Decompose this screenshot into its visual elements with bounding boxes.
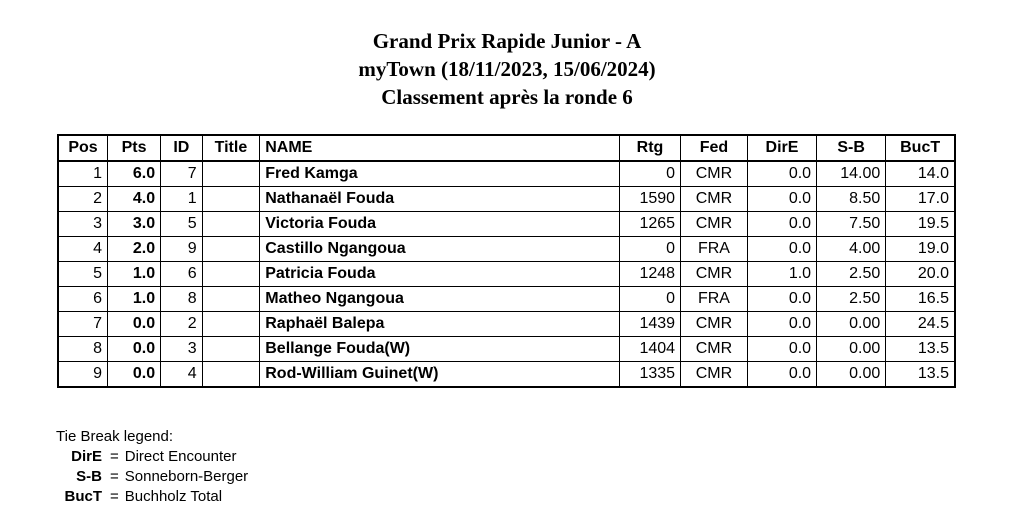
cell-name: Rod-William Guinet(W): [260, 362, 620, 388]
column-header-id: ID: [161, 135, 203, 161]
cell-sb: 0.00: [817, 362, 886, 388]
cell-title: [202, 237, 260, 262]
table-row: [58, 237, 955, 262]
cell-id: 5: [161, 212, 203, 237]
cell-name: Fred Kamga: [260, 161, 620, 187]
cell-pos: 4: [58, 237, 108, 262]
cell-sb: 2.50: [817, 287, 886, 312]
cell-pos: 8: [58, 337, 108, 362]
cell-name: Raphaël Balepa: [260, 312, 620, 337]
cell-sb: 0.00: [817, 312, 886, 337]
cell-pos: 9: [58, 362, 108, 388]
legend-description: Buchholz Total: [124, 488, 223, 505]
cell-buct: 14.0: [886, 161, 955, 187]
cell-id: 4: [161, 362, 203, 388]
cell-title: [202, 161, 260, 187]
cell-rtg: 1248: [619, 262, 680, 287]
legend-key: DirE: [71, 448, 102, 465]
cell-pos: 3: [58, 212, 108, 237]
cell-dire: 0.0: [747, 362, 816, 388]
cell-pos: 7: [58, 312, 108, 337]
cell-pos: 2: [58, 187, 108, 212]
legend-description: Sonneborn-Berger: [124, 468, 249, 485]
cell-fed: CMR: [681, 312, 748, 337]
cell-id: 6: [161, 262, 203, 287]
column-header-rtg: Rtg: [619, 135, 680, 161]
cell-id: 3: [161, 337, 203, 362]
cell-buct: 13.5: [886, 337, 955, 362]
cell-pts: 0.0: [108, 312, 161, 337]
legend-key: S-B: [76, 468, 102, 485]
cell-title: [202, 262, 260, 287]
cell-dire: 0.0: [747, 237, 816, 262]
column-header-fed: Fed: [681, 135, 748, 161]
legend-equals: =: [110, 448, 119, 465]
cell-dire: 1.0: [747, 262, 816, 287]
legend-equals: =: [110, 468, 119, 485]
cell-pos: 6: [58, 287, 108, 312]
table-row: [58, 262, 955, 287]
column-header-sb: S-B: [817, 135, 886, 161]
cell-title: [202, 287, 260, 312]
cell-id: 8: [161, 287, 203, 312]
cell-title: [202, 362, 260, 388]
cell-buct: 19.0: [886, 237, 955, 262]
cell-name: Bellange Fouda(W): [260, 337, 620, 362]
cell-name: Patricia Fouda: [260, 262, 620, 287]
column-header-pos: Pos: [58, 135, 108, 161]
cell-pts: 6.0: [108, 161, 161, 187]
legend-equals: =: [110, 488, 119, 505]
cell-rtg: 0: [619, 237, 680, 262]
cell-sb: 2.50: [817, 262, 886, 287]
cell-buct: 13.5: [886, 362, 955, 388]
legend-item: [56, 487, 248, 507]
cell-dire: 0.0: [747, 337, 816, 362]
cell-rtg: 1265: [619, 212, 680, 237]
cell-pts: 4.0: [108, 187, 161, 212]
cell-sb: 8.50: [817, 187, 886, 212]
cell-pos: 5: [58, 262, 108, 287]
cell-fed: CMR: [681, 187, 748, 212]
cell-pts: 1.0: [108, 287, 161, 312]
column-header-pts: Pts: [108, 135, 161, 161]
legend-item: [56, 467, 248, 487]
table-row: [58, 161, 955, 187]
cell-title: [202, 337, 260, 362]
tournament-location-dates: myTown (18/11/2023, 15/06/2024): [358, 57, 656, 81]
table-row: [58, 287, 955, 312]
cell-title: [202, 312, 260, 337]
cell-fed: FRA: [681, 287, 748, 312]
cell-id: 1: [161, 187, 203, 212]
standings-table: [57, 134, 956, 388]
cell-title: [202, 212, 260, 237]
cell-fed: CMR: [681, 262, 748, 287]
cell-fed: CMR: [681, 362, 748, 388]
cell-title: [202, 187, 260, 212]
column-header-dire: DirE: [747, 135, 816, 161]
cell-buct: 24.5: [886, 312, 955, 337]
legend-key: BucT: [64, 488, 102, 505]
table-header-row: [58, 135, 955, 161]
cell-fed: CMR: [681, 337, 748, 362]
cell-id: 7: [161, 161, 203, 187]
column-header-name: NAME: [260, 135, 620, 161]
cell-dire: 0.0: [747, 312, 816, 337]
cell-rtg: 1590: [619, 187, 680, 212]
cell-rtg: 0: [619, 161, 680, 187]
legend-title: Tie Break legend:: [56, 428, 174, 445]
legend-description: Direct Encounter: [124, 448, 237, 465]
column-header-title: Title: [202, 135, 260, 161]
cell-pts: 0.0: [108, 362, 161, 388]
cell-pts: 2.0: [108, 237, 161, 262]
cell-name: Matheo Ngangoua: [260, 287, 620, 312]
cell-fed: FRA: [681, 237, 748, 262]
cell-buct: 19.5: [886, 212, 955, 237]
table-row: [58, 362, 955, 388]
cell-rtg: 0: [619, 287, 680, 312]
cell-name: Nathanaël Fouda: [260, 187, 620, 212]
cell-sb: 4.00: [817, 237, 886, 262]
table-row: [58, 187, 955, 212]
cell-dire: 0.0: [747, 287, 816, 312]
cell-sb: 7.50: [817, 212, 886, 237]
cell-rtg: 1404: [619, 337, 680, 362]
cell-dire: 0.0: [747, 187, 816, 212]
cell-buct: 20.0: [886, 262, 955, 287]
cell-fed: CMR: [681, 161, 748, 187]
cell-dire: 0.0: [747, 161, 816, 187]
cell-rtg: 1439: [619, 312, 680, 337]
column-header-buct: BucT: [886, 135, 955, 161]
cell-rtg: 1335: [619, 362, 680, 388]
tie-break-legend: [56, 427, 248, 507]
cell-id: 9: [161, 237, 203, 262]
cell-pts: 3.0: [108, 212, 161, 237]
cell-fed: CMR: [681, 212, 748, 237]
cell-sb: 14.00: [817, 161, 886, 187]
table-row: [58, 212, 955, 237]
cell-id: 2: [161, 312, 203, 337]
cell-pts: 1.0: [108, 262, 161, 287]
cell-sb: 0.00: [817, 337, 886, 362]
cell-name: Victoria Fouda: [260, 212, 620, 237]
cell-dire: 0.0: [747, 212, 816, 237]
legend-item: [56, 447, 248, 467]
table-row: [58, 312, 955, 337]
tournament-title: Grand Prix Rapide Junior - A: [372, 29, 642, 53]
standings-subtitle: Classement après la ronde 6: [381, 85, 633, 109]
cell-buct: 16.5: [886, 287, 955, 312]
cell-buct: 17.0: [886, 187, 955, 212]
cell-pts: 0.0: [108, 337, 161, 362]
cell-name: Castillo Ngangoua: [260, 237, 620, 262]
table-row: [58, 337, 955, 362]
report-header: [0, 27, 1014, 111]
cell-pos: 1: [58, 161, 108, 187]
